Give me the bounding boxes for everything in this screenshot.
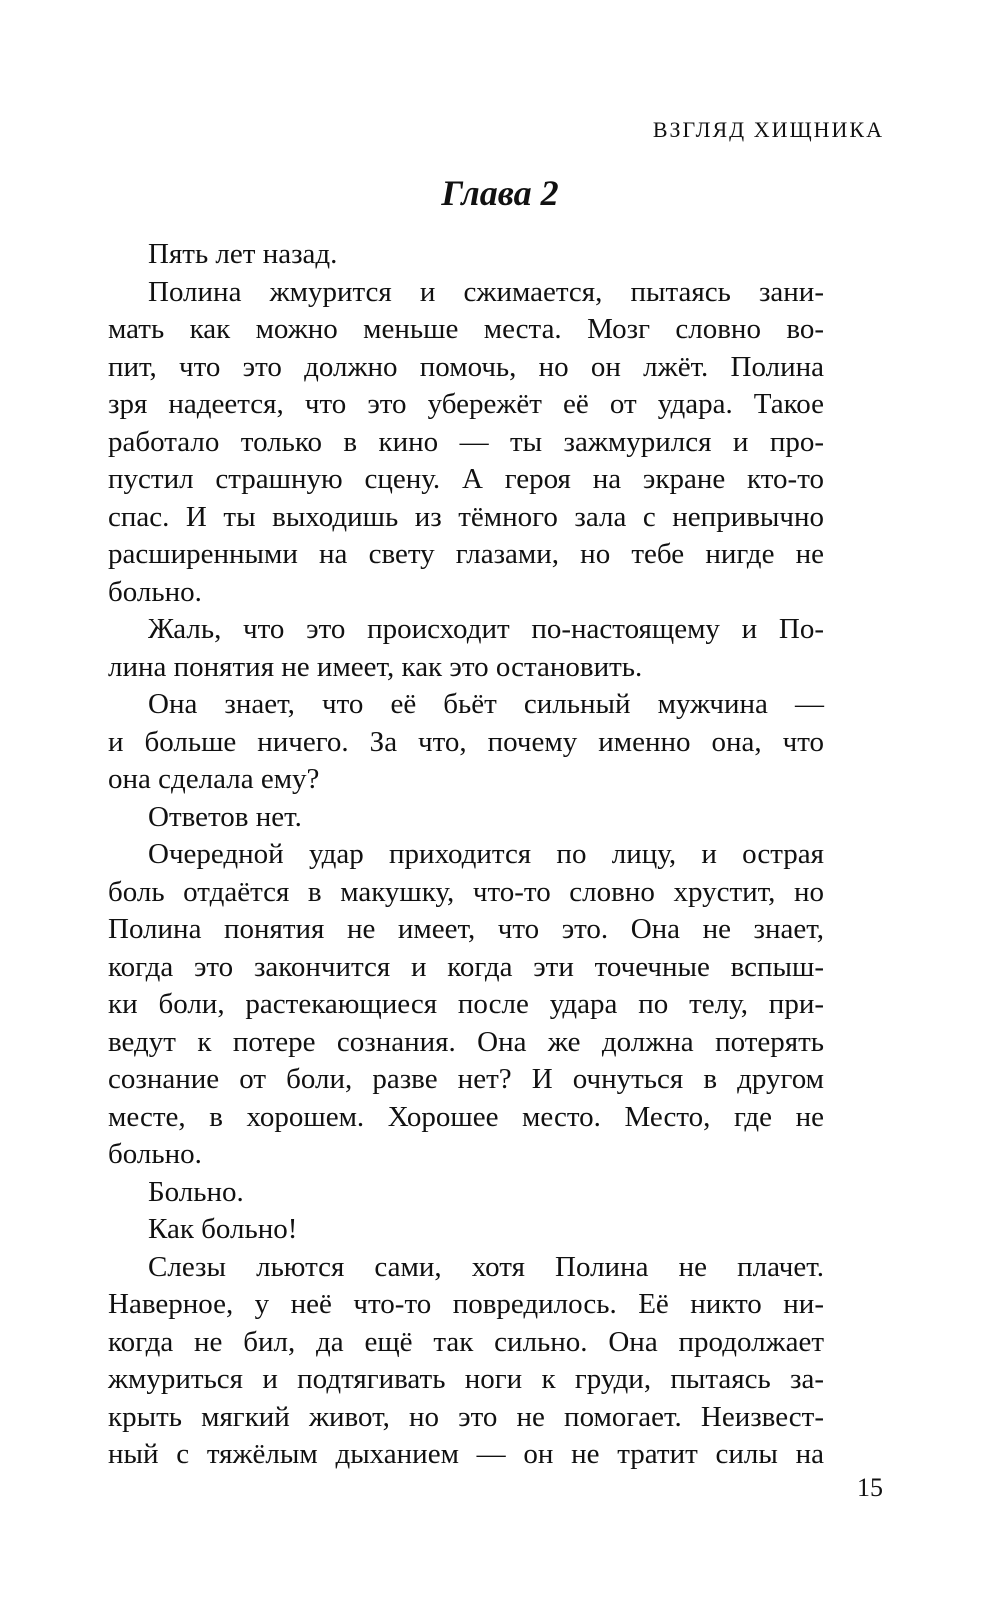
- text-line: и больше ничего. За что, почему именно она, что: [108, 725, 824, 758]
- text-line: лина понятия не имеет, как это остановить.: [108, 650, 643, 683]
- text-line: пит, что это должно помочь, но он лжёт. Полина: [108, 350, 824, 383]
- text-line: Очередной удар приходится по лицу, и острая: [148, 838, 824, 870]
- text-line: когда не бил, да ещё так сильно. Она продолжает: [108, 1325, 824, 1358]
- text-line: Как больно!: [148, 1213, 298, 1245]
- page-number: 15: [857, 1473, 883, 1502]
- text-line: Пять лет назад.: [148, 238, 338, 270]
- chapter-title: Глава 2: [441, 173, 559, 213]
- body-text: [108, 236, 824, 1474]
- text-line: Наверное, у неё что-то повредилось. Её никто ни-: [108, 1288, 824, 1320]
- text-line: спас. И ты выходишь из тёмного зала с непривычно: [108, 500, 824, 533]
- text-line: она сделала ему?: [108, 763, 320, 795]
- text-line: зря надеется, что это убережёт её от удара. Такое: [108, 388, 824, 420]
- text-line: крыть мягкий живот, но это не помогает. Неизвест-: [108, 1400, 824, 1433]
- text-line: Больно.: [148, 1175, 244, 1208]
- text-line: ный с тяжёлым дыханием — он не тратит силы на: [108, 1438, 824, 1470]
- text-line: жмуриться и подтягивать ноги к груди, пытаясь за-: [108, 1363, 824, 1395]
- text-line: боль отдаётся в макушку, что-то словно хрустит, но: [108, 875, 824, 908]
- text-line: Она знает, что её бьёт сильный мужчина —: [148, 688, 824, 720]
- text-line: ведут к потере сознания. Она же должна потерять: [108, 1025, 824, 1058]
- text-line: пустил страшную сцену. А героя на экране кто-то: [108, 463, 824, 495]
- text-line: расширенными на свету глазами, но тебе нигде не: [108, 538, 824, 570]
- text-line: ки боли, растекающиеся после удара по телу, при-: [108, 988, 824, 1020]
- text-line: когда это закончится и когда эти точечные вспыш-: [108, 950, 824, 983]
- text-line: месте, в хорошем. Хорошее место. Место, где не: [108, 1100, 824, 1133]
- text-line: Полина понятия не имеет, что это. Она не знает,: [108, 913, 824, 945]
- text-line: Полина жмурится и сжимается, пытаясь зани-: [148, 275, 824, 308]
- text-line: Жаль, что это происходит по-настоящему и По-: [148, 613, 824, 645]
- text-line: больно.: [108, 575, 202, 608]
- text-line: больно.: [108, 1138, 202, 1170]
- running-head: ВЗГЛЯД ХИЩНИКА: [652, 117, 884, 142]
- text-line: сознание от боли, разве нет? И очнуться в другом: [108, 1063, 824, 1095]
- text-line: работало только в кино — ты зажмурился и про-: [108, 425, 824, 458]
- text-line: Слезы льются сами, хотя Полина не плачет.: [148, 1250, 824, 1283]
- text-line: мать как можно меньше места. Мозг словно во-: [108, 313, 824, 345]
- text-line: Ответов нет.: [148, 800, 302, 833]
